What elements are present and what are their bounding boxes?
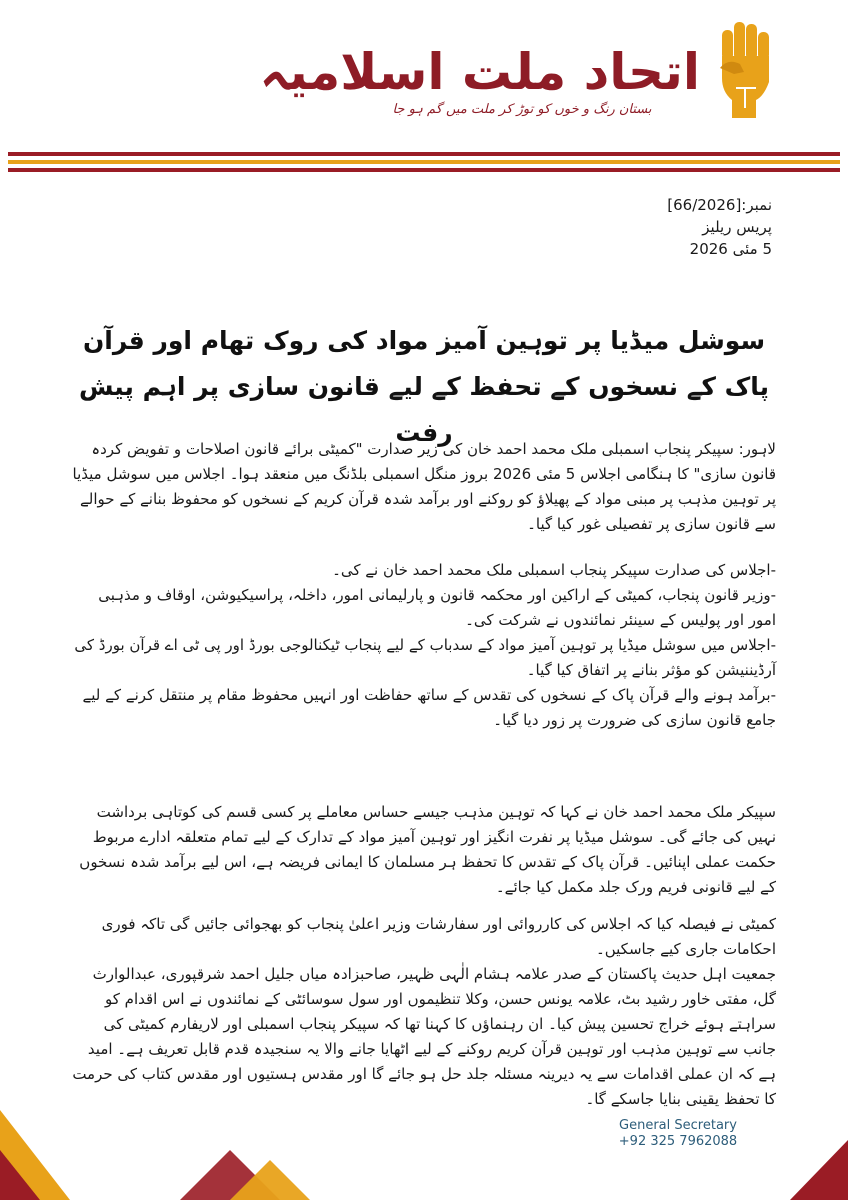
- brand-name: اتحاد ملت اسلامیہ: [259, 43, 700, 101]
- header-band-middle: [8, 160, 840, 164]
- endorsement-paragraph: جمعیت اہل حدیث پاکستان کے صدر علامہ ہشام الٰہی ظہیر، صاحبزادہ میاں جلیل احمد شرقپوری، عبدالوارث گل، مفتی خاور رشید بٹ، علامہ یونس حسن، وکلا تنظیموں اور سول سوسائٹی کے نمائندوں نے اس اقدام کو سراہتے ہوئے خراج تحسین پیش کیا۔ ان رہنماؤں کا کہنا تھا کہ سپیکر پنجاب اسمبلی اور لاریفارم کمیٹی کی جانب سے توہین مذہب اور توہین قرآن کریم روکنے کے لیے اٹھایا جانے والا یہ سنجیدہ قدم قابل تعریف ہے۔ امید ہے کہ ان عملی اقدامات سے یہ دیرینہ مسئلہ جلد حل ہو جائے گا اور مقدس ہستیوں اور مقدس کتاب کی حرمت کا تحفظ یقینی بنایا جاسکے گا۔: [72, 965, 776, 1108]
- release-type: پریس ریلیز: [702, 218, 772, 236]
- key-point: -وزیر قانون پنجاب، کمیٹی کے اراکین اور محکمہ قانون و پارلیمانی امور، داخلہ، پراسیکیوشن، اوقاف و مذہبی امور اور پولیس کے سینئر نمائندوں نے شرکت کی۔: [98, 586, 776, 629]
- key-point: -اجلاس کی صدارت سپیکر پنجاب اسمبلی ملک محمد احمد خان نے کی۔: [332, 561, 776, 579]
- brand-tagline: بستان رنگ و خوں کو توڑ کر ملت میں گم ہو جا: [392, 102, 652, 117]
- speaker-statement: سپیکر ملک محمد احمد خان نے کہا کہ توہین مذہب جیسے حساس معاملے پر کسی قسم کی کوتاہی برداشت نہیں کی جائے گی۔ سوشل میڈیا پر نفرت انگیز اور توہین آمیز مواد کے تدارک کے لیے تمام متعلقہ ادارے مربوط حکمت عملی اپنائیں۔ قرآن پاک کے تقدس کا تحفظ ہر مسلمان کا ایمانی فریضہ ہے، اس لیے برآمد شدہ نسخوں کے لیے قانونی فریم ورک جلد مکمل کیا جائے۔: [79, 803, 776, 896]
- raised-fist-icon: [714, 8, 774, 124]
- release-meta: [512, 194, 772, 260]
- key-point: -اجلاس میں سوشل میڈیا پر توہین آمیز مواد کے سدباب کے لیے پنجاب ٹیکنالوجی بورڈ اور پی ٹی اے قرآن بورڈ کی آرڈیننیشن کو مؤثر بنانے پر اتفاق کیا گیا۔: [74, 636, 776, 679]
- header-band-bottom: [8, 168, 840, 172]
- key-point: -برآمد ہونے والے قرآن پاک کے نسخوں کی تقدس کے ساتھ حفاظت اور انہیں محفوظ مقام پر منتقل کرنے کے لیے جامع قانون سازی کی ضرورت پر زور دیا گیا۔: [82, 686, 776, 729]
- signatory-title: General Secretary: [619, 1118, 737, 1133]
- release-number: نمبر:[66/2026]: [667, 196, 772, 214]
- header-band-top: [8, 152, 840, 156]
- signature-block: [578, 1118, 778, 1150]
- key-points-list: [70, 558, 776, 733]
- contact-phone: +92 325 7962088: [618, 1134, 738, 1149]
- release-date: 5 مئی 2026: [689, 240, 772, 258]
- decision-paragraph: کمیٹی نے فیصلہ کیا کہ اجلاس کی کارروائی اور سفارشات وزیر اعلیٰ پنجاب کو بھجوائی جائیں گی تاکہ فوری احکامات جاری کیے جاسکیں۔: [101, 915, 776, 958]
- headline: سوشل میڈیا پر توہین آمیز مواد کی روک تھام اور قرآن پاک کے نسخوں کے تحفظ کے لیے قانون سازی پر اہم پیش رفت: [78, 326, 770, 447]
- intro-paragraph: لاہور: سپیکر پنجاب اسمبلی ملک محمد احمد خان کی زیر صدارت "کمیٹی برائے قانون اصلاحات و تفویض کردہ قانون سازی" کا ہنگامی اجلاس 5 مئی 2026 بروز منگل اسمبلی بلڈنگ میں منعقد ہوا۔ اجلاس میں سوشل میڈیا پر توہین مذہب پر مبنی مواد کے پھیلاؤ کو روکنے اور برآمد شدہ قرآن کریم کے نسخوں کو محفوظ بنانے کے حوالے سے قانون سازی پر تفصیلی غور کیا گیا۔: [72, 440, 776, 533]
